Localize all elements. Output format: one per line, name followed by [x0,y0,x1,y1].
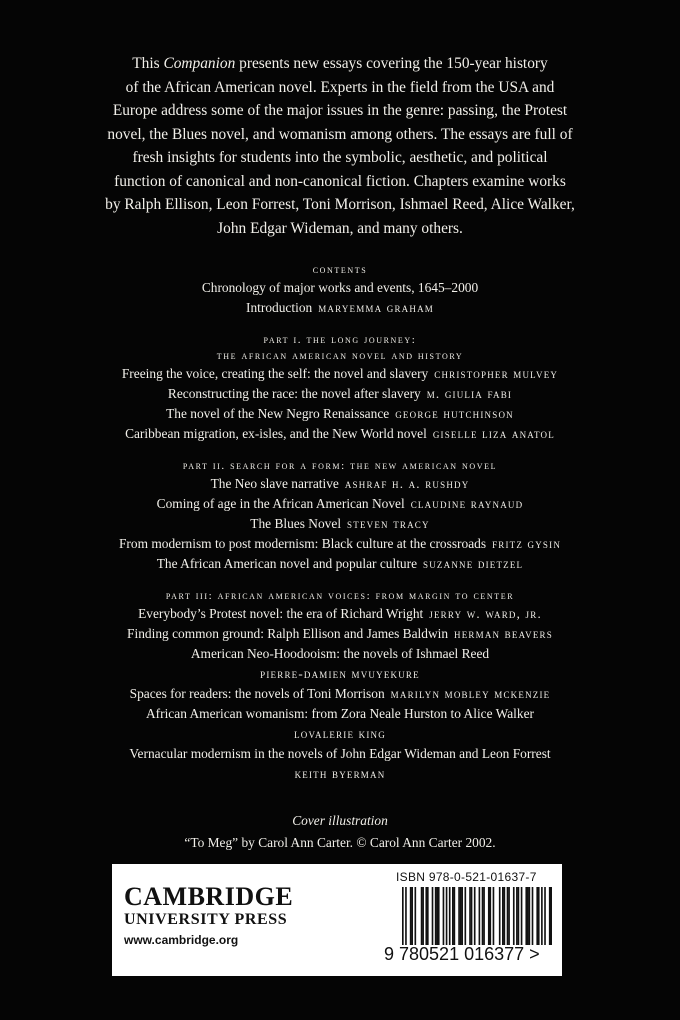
barcode-bar [490,887,492,945]
entry-author: giselle liza anatol [432,426,555,441]
entry-author: george hutchinson [395,406,514,421]
entry-title: The Blues Novel [250,516,342,531]
blurb-line [90,52,590,76]
contents-entry [60,604,620,624]
entry-author: pierre-damien mvuyekure [260,666,420,681]
barcode-bar [405,887,407,945]
isbn-label: ISBN 978-0-521-01637-7 [396,870,537,884]
publisher-press: UNIVERSITY PRESS [124,911,288,928]
barcode-bar [493,887,495,945]
entry-title: Everybody’s Protest novel: the era of Richard Wright [138,606,424,621]
entry-author: m. giulia fabi [426,386,513,401]
blurb-text: John Edgar Wideman, and many others. [217,219,463,237]
barcode-bar [518,887,520,945]
parts-list [60,332,620,784]
blurb-line [90,76,590,100]
publisher-url: www.cambridge.org [124,933,239,947]
barcode-bar [513,887,515,945]
barcode-bar [482,887,484,945]
barcode-bar [508,887,510,945]
barcode-bar [479,887,481,945]
barcode-bar [452,887,454,945]
part-heading: part i. the long journey: [263,334,417,346]
contents-section [60,262,620,784]
barcode-bar [443,887,445,945]
barcode-bar [536,887,538,945]
barcode-bar [538,887,540,945]
entry-author: fritz gysin [492,536,562,551]
blurb-text: fresh insights for students into the symbolic, aesthetic, and political [132,149,548,166]
part-heading: part iii: african american voices: from margin to center [165,590,515,602]
cover-credit [90,810,590,854]
barcode-bar [436,887,438,945]
entry-title: Chronology of major works and events, 1645–2000 [201,280,479,295]
entry-author: marilyn mobley mckenzie [390,686,551,701]
contents-part [60,458,620,574]
barcode-bar [502,887,504,945]
contents-entry [60,424,620,444]
barcode-bar [527,887,529,945]
barcode-digits: 9 780521 016377 > [384,944,540,964]
entry-title: American Neo-Hoodooism: the novels of Ishmael Reed [190,646,490,661]
blurb-line [90,99,590,123]
contents-entry [60,364,620,384]
back-cover-blurb [90,52,590,240]
entry-title: Freeing the voice, creating the self: the novel and slavery [121,366,429,381]
barcode-bar [446,887,448,945]
blurb-emphasis: Companion [163,55,236,72]
barcode-bar [402,887,404,945]
barcode-bar [438,887,440,945]
barcode [384,870,556,970]
barcode-bar [544,887,546,945]
barcode-bar [410,887,412,945]
barcode-bar [525,887,527,945]
contents-entry [60,624,620,644]
contents-entry [60,384,620,404]
blurb-text: by Ralph Ellison, Leon Forrest, Toni Morrison, Ishmael Reed, Alice Walker, [105,196,575,213]
blurb-text: Europe address some of the major issues in the genre: passing, the Protest [112,102,568,119]
barcode-bar [471,887,473,945]
barcode-bar [449,887,451,945]
entry-title: Vernacular modernism in the novels of John Edgar Wideman and Leon Forrest [129,746,551,761]
entry-title: Introduction [246,300,313,315]
contents-entry [60,494,620,514]
barcode-bar [458,887,460,945]
blurb-text: function of canonical and non-canonical fiction. Chapters examine works [114,172,566,190]
blurb-line [90,123,590,147]
entry-title: Finding common ground: Ralph Ellison and James Baldwin [127,626,449,641]
contents-entry [60,278,620,298]
cambridge-logo [124,884,293,950]
blurb-line [90,193,590,217]
barcode-bar [422,887,424,945]
blurb-text: This [132,55,164,72]
entry-title: Coming of age in the African American Novel [156,496,405,511]
entry-author: claudine raynaud [410,496,524,511]
contents-entry [60,744,620,764]
barcode-bar [421,887,423,945]
entry-author: jerry w. ward, jr. [429,606,542,621]
barcode-bar [425,887,427,945]
contents-entry [60,474,620,494]
blurb-text: presents new essays covering the 150-year history [235,55,548,72]
entry-author: lovalerie king [294,726,386,741]
part-heading: part ii. search for a form: the new american novel [182,460,498,472]
barcode-bar [516,887,518,945]
entry-title: The Neo slave narrative [210,476,339,491]
entry-author: herman beavers [454,626,553,641]
barcode-icon [402,887,552,945]
publisher-name: CAMBRIDGE [124,882,294,911]
barcode-bar [483,887,485,945]
barcode-bar [454,887,456,945]
barcode-bar [507,887,509,945]
contents-entry [60,298,620,318]
contents-part [60,588,620,784]
front-matter-list [60,278,620,318]
barcode-bar [541,887,543,945]
entry-author: keith byerman [294,766,386,781]
cover-illustration-label: Cover illustration [292,813,388,828]
blurb-line [90,170,590,194]
entry-title: The novel of the New Negro Renaissance [166,406,390,421]
contents-entry-author-line [60,724,620,744]
barcode-bar [550,887,552,945]
entry-author: steven tracy [347,516,430,531]
part-heading: the african american novel and history [216,350,464,362]
contents-part [60,332,620,444]
barcode-bar [427,887,429,945]
blurb-text: of the African American novel. Experts in the field from the USA and [125,78,555,96]
barcode-bar [435,887,437,945]
contents-entry [60,644,620,664]
barcode-bar [504,887,506,945]
blurb-line [90,217,590,241]
entry-title: Spaces for readers: the novels of Toni Morrison [129,686,385,701]
entry-title: Caribbean migration, ex-isles, and the New World novel [125,426,427,441]
barcode-bar [461,887,463,945]
contents-entry-author-line [60,764,620,784]
cover-illustration-credit: “To Meg” by Carol Ann Carter. © Carol Ann Carter 2002. [184,835,496,850]
barcode-bar [411,887,413,945]
contents-entry [60,404,620,424]
contents-entry [60,534,620,554]
contents-entry [60,554,620,574]
contents-entry [60,704,620,724]
contents-heading: contents [312,264,368,276]
barcode-bar [465,887,467,945]
barcode-bar [415,887,417,945]
entry-title: The African American novel and popular culture [156,556,418,571]
contents-entry [60,684,620,704]
entry-author: ashraf h. a. rushdy [344,476,470,491]
contents-entry [60,514,620,534]
blurb-text: novel, the Blues novel, and womanism among others. The essays are full of [107,125,573,143]
barcode-bar [474,887,476,945]
entry-title: African American womanism: from Zora Neale Hurston to Alice Walker [146,706,534,721]
barcode-bar [549,887,551,945]
barcode-bar [529,887,531,945]
entry-title: Reconstructing the race: the novel after slavery [167,386,421,401]
barcode-bar [521,887,523,945]
publisher-barcode-box [112,864,562,976]
barcode-bar [460,887,462,945]
contents-entry-author-line [60,664,620,684]
entry-author: suzanne dietzel [423,556,524,571]
barcode-bar [499,887,501,945]
entry-title: From modernism to post modernism: Black culture at the crossroads [118,536,487,551]
blurb-line [90,146,590,170]
entry-author: christopher mulvey [434,366,559,381]
barcode-bar [488,887,490,945]
barcode-bar [532,887,534,945]
barcode-bar [432,887,434,945]
barcode-bar [469,887,471,945]
entry-author: maryemma graham [318,300,434,315]
